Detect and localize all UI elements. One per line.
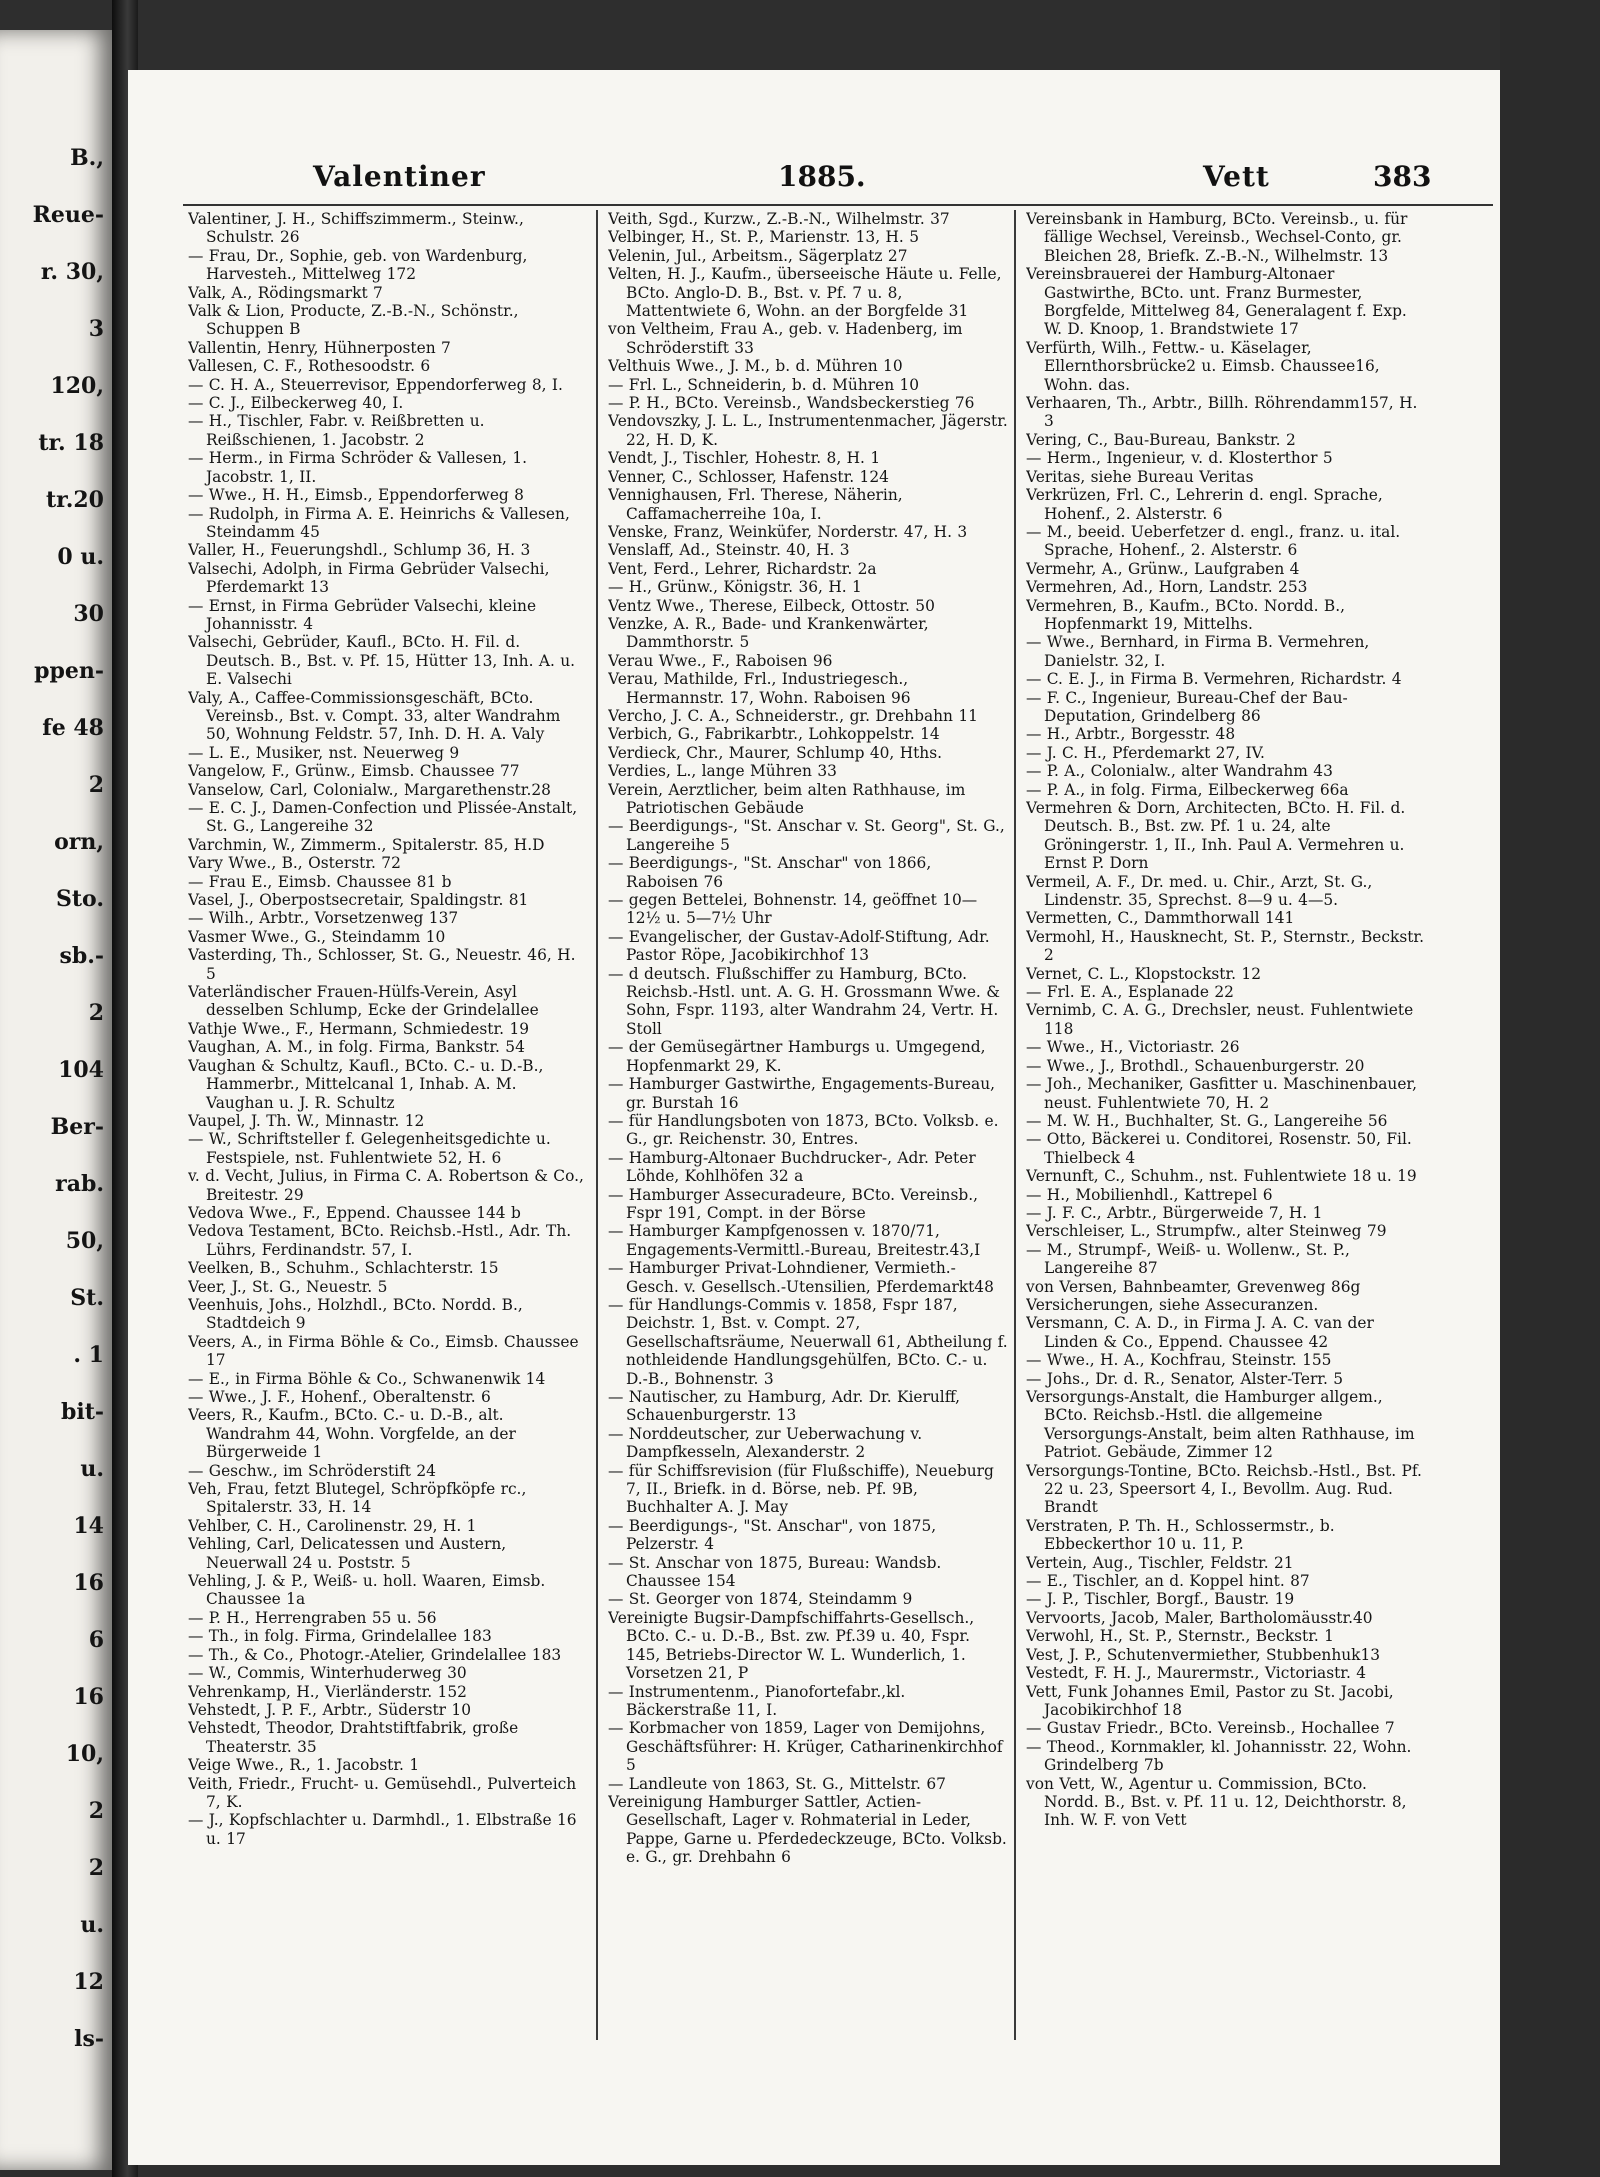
directory-entry: — J. F. C., Arbtr., Bürgerweide 7, H. 1 [1026,1203,1323,1222]
directory-entry: — C. E. J., in Firma B. Vermehren, Richardstr. 4 [1026,670,1402,689]
directory-entry: — der Gemüsegärtner Hamburgs u. Umgegend, Hopfenmarkt 29, K. [608,1038,986,1075]
directory-entry: — P. A., in folg. Firma, Eilbeckerweg 66a [1026,780,1349,799]
page-header [128,160,1500,204]
directory-entry: Veh, Frau, fetzt Blutegel, Schröpfköpfe rc., Spitalerstr. 33, H. 14 [188,1480,527,1517]
directory-entry: — gegen Bettelei, Bohnenstr. 14, geöffnet 10—12½ u. 5—7½ Uhr [608,891,978,928]
page-number: 383 [1373,160,1432,193]
directory-entry: — Otto, Bäckerei u. Conditorei, Rosenstr. 50, Fil. Thielbeck 4 [1026,1130,1412,1167]
header-first-name: Valentiner [313,160,486,193]
directory-entry: v. d. Vecht, Julius, in Firma C. A. Robertson & Co., Breitestr. 29 [188,1167,584,1204]
directory-entry: Venner, C., Schlosser, Hafenstr. 124 [608,467,889,486]
directory-column-1 [188,210,588,2040]
directory-entry: von Versen, Bahnbeamter, Grevenweg 86g [1026,1277,1361,1296]
facing-page-text: 3 [88,316,104,342]
directory-entry: — Landleute von 1863, St. G., Mittelstr. 67 [608,1774,946,1793]
facing-page-text: ls- [74,2026,104,2052]
directory-entry: — E., Tischler, an d. Koppel hint. 87 [1026,1572,1310,1591]
directory-entry: Vervoorts, Jacob, Maler, Bartholomäusstr.40 [1026,1608,1373,1627]
facing-page-text: B., [70,145,104,171]
directory-entry: Velthuis Wwe., J. M., b. d. Mühren 10 [608,357,903,376]
directory-entry: Versmann, C. A. D., in Firma J. A. C. van der Linden & Co., Eppend. Chaussee 42 [1026,1314,1374,1351]
directory-entry: Valy, A., Caffee-Commissionsgeschäft, BCto. Vereinsb., Bst. v. Compt. 33, alter Wandrahm 50, Wohnung Feldstr. 57, Inh. D. H. A. Valy [188,688,561,744]
directory-entry: — M., Strumpf-, Weiß- u. Wollenw., St. P., Langereihe 87 [1026,1240,1350,1278]
facing-page-text: 12 [73,1969,104,1995]
header-last-name: Vett [1203,160,1270,193]
directory-entry: Verfürth, Wilh., Fettw.- u. Käselager, Ellernthorsbrücke2 u. Eimsb. Chaussee16, Wohn. das. [1026,338,1380,394]
directory-entry: Vehling, Carl, Delicatessen und Austern, Neuerwall 24 u. Poststr. 5 [188,1535,507,1572]
directory-entry: Vent, Ferd., Lehrer, Richardstr. 2a [608,559,877,578]
directory-entry: Versorgungs-Tontine, BCto. Reichsb.-Hstl., Bst. Pf. 22 u. 23, Speersort 4, I., Bevollm. Aug. Rud. Brandt [1026,1461,1422,1517]
facing-page-text: ppen- [34,658,104,684]
directory-entry: Vermohl, H., Hausknecht, St. P., Sternstr., Beckstr. 2 [1026,927,1424,965]
directory-entry: Vest, J. P., Schutenvermiether, Stubbenhuk13 [1026,1645,1381,1664]
directory-entry: — F. C., Ingenieur, Bureau-Chef der Bau-Deputation, Grindelberg 86 [1026,688,1348,725]
directory-column-3 [1026,210,1426,2040]
directory-entry: — Hamburger Kampfgenossen v. 1870/71, Engagements-Vermittl.-Bureau, Breitestr.43,I [608,1222,981,1259]
directory-entry: Vernunft, C., Schuhm., nst. Fuhlentwiete 18 u. 19 [1026,1167,1417,1186]
directory-entry: — Beerdigungs-, "St. Anschar" von 1866, Raboisen 76 [608,854,932,891]
facing-page-text: bit- [60,1399,104,1425]
directory-entry: — P. A., Colonialw., alter Wandrahm 43 [1026,762,1333,781]
directory-entry: — Wilh., Arbtr., Vorsetzenweg 137 [188,909,459,928]
directory-entry: — J. P., Tischler, Borgf., Baustr. 19 [1026,1590,1295,1609]
directory-entry: — Rudolph, in Firma A. E. Heinrichs & Vallesen, Steindamm 45 [188,504,570,541]
directory-entry: Veers, A., in Firma Böhle & Co., Eimsb. Chaussee 17 [188,1332,579,1370]
directory-entry: Valk, A., Rödingsmarkt 7 [188,283,383,302]
header-rule [183,204,1493,206]
directory-entry: Vehrenkamp, H., Vierländerstr. 152 [188,1682,467,1701]
facing-page-text: 104 [58,1057,104,1083]
directory-entry: — Geschw., im Schröderstift 24 [188,1461,436,1480]
facing-page-text: 2 [88,1798,104,1824]
directory-page [128,70,1500,2165]
directory-entry: Valk & Lion, Producte, Z.-B.-N., Schönstr., Schuppen B [188,302,519,339]
directory-entry: Verhaaren, Th., Arbtr., Billh. Röhrendamm157, H. 3 [1026,394,1418,431]
facing-page-text: 0 u. [57,544,104,570]
directory-entry: Vereinsbank in Hamburg, BCto. Vereinsb., u. für fällige Wechsel, Vereinsb., Wechsel-Conto, gr. Bleichen 28, Briefk. Z.-B.-N., Wilhelmstr. 13 [1026,210,1408,265]
directory-entry: — Instrumentenm., Pianofortefabr.,kl. Bäckerstraße 11, I. [608,1682,906,1719]
directory-entry: Vereinigte Bugsir-Dampfschiffahrts-Gesellsch., BCto. C.- u. D.-B., Bst. zw. Pf.39 u. 40, Fspr. 145, Betriebs-Director W. L. Wunderlich, 1. Vorsetzen 21, P [608,1608,975,1683]
directory-entry: — Th., in folg. Firma, Grindelallee 183 [188,1627,492,1646]
directory-entry: — St. Anschar von 1875, Bureau: Wandsb. Chaussee 154 [608,1553,942,1591]
facing-page-text: 16 [73,1684,104,1710]
facing-page-text: tr.20 [45,487,104,513]
directory-entry: Vanselow, Carl, Colonialw., Margarethenstr.28 [188,780,551,799]
directory-entry: Verwohl, H., St. P., Sternstr., Beckstr. 1 [1026,1627,1334,1646]
directory-entry: — H., Mobilienhdl., Kattrepel 6 [1026,1185,1273,1204]
directory-entry: Vermehren, B., Kaufm., BCto. Nordd. B., Hopfenmarkt 19, Mittelhs. [1026,596,1345,633]
directory-entry: Vermetten, C., Dammthorwall 141 [1026,909,1295,928]
directory-entry: Vasterding, Th., Schlosser, St. G., Neuestr. 46, H. 5 [188,946,576,983]
directory-column-2 [608,210,1008,2040]
directory-entry: — C. J., Eilbeckerweg 40, I. [188,394,404,413]
directory-entry: — H., Grünw., Königstr. 36, H. 1 [608,578,862,597]
directory-entry: — Evangelischer, der Gustav-Adolf-Stiftung, Adr. Pastor Röpe, Jacobikirchhof 13 [608,927,990,965]
directory-entry: Vallentin, Henry, Hühnerposten 7 [188,338,451,357]
facing-page-text: 16 [73,1570,104,1596]
background-edge [1500,0,1600,2177]
directory-entry: Vehling, J. & P., Weiß- u. holl. Waaren, Eimsb. Chaussee 1a [188,1572,546,1609]
directory-entry: — Frau E., Eimsb. Chaussee 81 b [188,872,452,891]
directory-entry: Verau, Mathilde, Frl., Industriegesch., Hermannstr. 17, Wohn. Raboisen 96 [608,670,911,707]
directory-entry: — Hamburger Privat-Lohndiener, Vermieth.-Gesch. v. Gesellsch.-Utensilien, Pferdemarkt48 [608,1259,994,1296]
directory-entry: Vering, C., Bau-Bureau, Bankstr. 2 [1026,430,1296,449]
directory-entry: — Nautischer, zu Hamburg, Adr. Dr. Kierulff, Schauenburgerstr. 13 [608,1388,960,1425]
directory-entry: Velbinger, H., St. P., Marienstr. 13, H. 5 [608,228,919,247]
directory-entry: Veritas, siehe Bureau Veritas [1026,467,1254,486]
directory-entry: — Hamburger Gastwirthe, Engagements-Bureau, gr. Burstah 16 [608,1075,996,1112]
directory-entry: Versicherungen, siehe Assecuranzen. [1026,1295,1319,1314]
directory-entry: — M., beeid. Ueberfetzer d. engl., franz. u. ital. Sprache, Hohenf., 2. Alsterstr. 6 [1026,522,1401,560]
directory-entry: Venske, Franz, Weinküfer, Norderstr. 47, H. 3 [608,522,968,541]
directory-entry: Venzke, A. R., Bade- und Krankenwärter, Dammthorstr. 5 [608,614,929,652]
facing-page-text: 30 [73,601,104,627]
facing-page-text: r. 30, [40,259,104,285]
directory-entry: Valler, H., Feuerungshdl., Schlump 36, H. 3 [188,541,531,560]
directory-entry: — Frl. E. A., Esplanade 22 [1026,983,1234,1002]
directory-entry: — J., Kopfschlachter u. Darmhdl., 1. Elbstraße 16 u. 17 [188,1811,577,1848]
directory-entry: Vernimb, C. A. G., Drechsler, neust. Fuhlentwiete 118 [1026,1001,1414,1038]
directory-entry: Vasmer Wwe., G., Steindamm 10 [188,927,446,946]
facing-page-text: 2 [88,772,104,798]
header-year: 1885. [778,160,866,193]
directory-entry: Valentiner, J. H., Schiffszimmerm., Steinw., Schulstr. 26 [188,210,524,247]
directory-entry: — Wwe., J. F., Hohenf., Oberaltenstr. 6 [188,1388,491,1406]
directory-entry: Veenhuis, Johs., Holzhdl., BCto. Nordd. B., Stadtdeich 9 [188,1295,523,1333]
directory-entry: Vermeil, A. F., Dr. med. u. Chir., Arzt, St. G., Lindenstr. 35, Sprechst. 8—9 u. 4—5. [1026,872,1373,910]
directory-entry: Valsechi, Adolph, in Firma Gebrüder Valsechi, Pferdemarkt 13 [188,559,550,597]
directory-entry: Vermehr, A., Grünw., Laufgraben 4 [1026,559,1300,578]
directory-entry: — Joh., Mechaniker, Gasfitter u. Maschinenbauer, neust. Fuhlentwiete 70, H. 2 [1026,1075,1417,1112]
directory-entry: — Wwe., H. A., Kochfrau, Steinstr. 155 [1026,1351,1332,1370]
facing-page-text: Reue- [32,202,104,228]
directory-entry: Vallesen, C. F., Rothesoodstr. 6 [188,357,431,376]
directory-entry: — Theod., Kornmakler, kl. Johannisstr. 22, Wohn. Grindelberg 7b [1026,1737,1412,1775]
directory-entry: Vehstedt, Theodor, Drahtstiftfabrik, große Theaterstr. 35 [188,1719,519,1756]
directory-entry: — Herm., Ingenieur, v. d. Klosterthor 5 [1026,449,1333,468]
directory-entry: Vett, Funk Johannes Emil, Pastor zu St. Jacobi, Jacobikirchhof 18 [1026,1682,1394,1719]
directory-entry: Verdieck, Chr., Maurer, Schlump 40, Hths. [608,743,942,762]
directory-entry: Vermehren, Ad., Horn, Landstr. 253 [1026,578,1308,597]
directory-entry: Varchmin, W., Zimmerm., Spitalerstr. 85, H.D [188,835,545,854]
facing-page-text: orn, [54,829,104,855]
directory-entry: — für Handlungs-Commis v. 1858, Fspr 187, Deichstr. 1, Bst. v. Compt. 27, Gesellschaftsräume, Neuerwall 61, Abtheilung f. nothleidende Handlungsgehülfen, BCto. C.- u. D.-B., Bohnenstr. 3 [608,1295,1008,1388]
facing-page-text: Ber- [50,1114,104,1140]
directory-entry: — Herm., in Firma Schröder & Vallesen, 1. Jacobstr. 1, II. [188,449,528,486]
directory-entry: — Wwe., H., Victoriastr. 26 [1026,1038,1240,1057]
directory-entry: — H., Arbtr., Borgesstr. 48 [1026,725,1236,744]
directory-entry: — Ernst, in Firma Gebrüder Valsechi, kleine Johannisstr. 4 [188,596,537,633]
directory-entry: Vennighausen, Frl. Therese, Näherin, Caffamacherreihe 10a, I. [608,486,903,523]
directory-entry: Vaughan & Schultz, Kaufl., BCto. C.- u. D.-B., Hammerbr., Mittelcanal 1, Inhab. A. M. Vaughan u. J. R. Schultz [188,1056,544,1112]
directory-entry: — W., Schriftsteller f. Gelegenheitsgedichte u. Festspiele, nst. Fuhlentwiete 52, H. 6 [188,1130,551,1167]
facing-page-text: fe 48 [42,715,104,741]
directory-entry: Verbich, G., Fabrikarbtr., Lohkoppelstr. 14 [608,725,940,744]
directory-entry: Vereinigung Hamburger Sattler, Actien-Gesellschaft, Lager v. Rohmaterial in Leder, Pappe, Garne u. Pferdedeckzeuge, BCto. Volksb. e. G., gr. Drehbahn 6 [608,1792,1007,1867]
directory-entry: Vedova Testament, BCto. Reichsb.-Hstl., Adr. Th. Lührs, Ferdinandstr. 57, I. [188,1222,572,1259]
directory-entry: Vedova Wwe., F., Eppend. Chaussee 144 b [188,1203,521,1222]
directory-entry: Velenin, Jul., Arbeitsm., Sägerplatz 27 [608,246,908,265]
directory-entry: Valsechi, Gebrüder, Kaufl., BCto. H. Fil. d. Deutsch. B., Bst. v. Pf. 15, Hütter 13, Inh. A. u. E. Valsechi [188,633,576,689]
directory-entry: von Veltheim, Frau A., geb. v. Hadenberg, im Schröderstift 33 [608,320,963,357]
directory-entry: Venslaff, Ad., Steinstr. 40, H. 3 [608,541,850,560]
directory-entry: — Norddeutscher, zur Ueberwachung v. Dampfkesseln, Alexanderstr. 2 [608,1424,923,1462]
directory-entry: Vehlber, C. H., Carolinenstr. 29, H. 1 [188,1516,477,1535]
directory-entry: — Hamburg-Altonaer Buchdrucker-, Adr. Peter Löhde, Kohlhöfen 32 a [608,1148,976,1186]
facing-page-text: rab. [55,1171,104,1197]
directory-entry: — L. E., Musiker, nst. Neuerweg 9 [188,743,460,762]
facing-page-text: tr. 18 [38,430,104,456]
directory-entry: — Wwe., Bernhard, in Firma B. Vermehren, Danielstr. 32, I. [1026,633,1370,670]
directory-entry: Veith, Sgd., Kurzw., Z.-B.-N., Wilhelmstr. 37 [608,210,950,228]
directory-entry: — C. H. A., Steuerrevisor, Eppendorferweg 8, I. [188,375,563,394]
directory-entry: Verkrüzen, Frl. C., Lehrerin d. engl. Sprache, Hohenf., 2. Alsterstr. 6 [1026,486,1383,523]
directory-entry: — für Handlungsboten von 1873, BCto. Volksb. e. G., gr. Reichenstr. 30, Entres. [608,1111,999,1149]
facing-page-text: 6 [88,1627,104,1653]
directory-entry: Verstraten, P. Th. H., Schlossermstr., b. Ebbeckerthor 10 u. 11, P. [1026,1516,1335,1554]
directory-entry: — E., in Firma Böhle & Co., Schwanenwik 14 [188,1369,546,1388]
directory-entry: Vaupel, J. Th. W., Minnastr. 12 [188,1111,425,1130]
directory-entry: Verdies, L., lange Mühren 33 [608,762,837,781]
directory-entry: — P. H., BCto. Vereinsb., Wandsbeckerstieg 76 [608,394,975,413]
directory-entry: Vaughan, A. M., in folg. Firma, Bankstr. 54 [188,1038,525,1057]
directory-entry: — P. H., Herrengraben 55 u. 56 [188,1608,437,1627]
directory-entry: Vaterländischer Frauen-Hülfs-Verein, Asyl desselben Schlump, Ecke der Grindelallee [188,983,539,1020]
directory-entry: — Frl. L., Schneiderin, b. d. Mühren 10 [608,375,920,394]
directory-entry: — Beerdigungs-, "St. Anschar v. St. Georg", St. G., Langereihe 5 [608,817,1005,854]
directory-entry: — Wwe., H. H., Eimsb., Eppendorferweg 8 [188,486,524,505]
facing-page-text: 2 [88,1000,104,1026]
directory-entry: Ventz Wwe., Therese, Eilbeck, Ottostr. 50 [608,596,935,615]
directory-entry: Vendt, J., Tischler, Hohestr. 8, H. 1 [608,449,881,468]
facing-page-text: sb.- [59,943,104,969]
facing-page-text: u. [80,1912,104,1938]
facing-page-text: 14 [73,1513,104,1539]
directory-entry: Vehstedt, J. P. F., Arbtr., Süderstr 10 [188,1700,472,1719]
directory-entry: — Th., & Co., Photogr.-Atelier, Grindelallee 183 [188,1645,562,1664]
directory-entry: — Hamburger Assecuradeure, BCto. Vereinsb., Fspr 191, Compt. in der Börse [608,1185,978,1222]
directory-entry: Vereinsbrauerei der Hamburg-Altonaer Gastwirthe, BCto. unt. Franz Burmester, Borgfelde, Mittelweg 84, Generalagent f. Exp. W. D. Knoop, 1. Brandstwiete 17 [1026,265,1407,339]
facing-page-text: Sto. [56,886,104,912]
directory-entry: — Frau, Dr., Sophie, geb. von Wardenburg, Harvesteh., Mittelweg 172 [188,246,528,284]
column-divider [596,210,598,2040]
directory-entry: — für Schiffsrevision (für Flußschiffe), Neueburg 7, II., Briefk. in d. Börse, neb. Pf. 9B, Buchhalter A. J. May [608,1461,994,1517]
facing-page-text: 50, [65,1228,104,1254]
directory-entry: Vangelow, F., Grünw., Eimsb. Chaussee 77 [188,762,520,781]
directory-entry: Veers, R., Kaufm., BCto. C.- u. D.-B., alt. Wandrahm 44, Wohn. Vorgfelde, an der Bürgerweide 1 [188,1406,516,1462]
facing-page-text: u. [80,1456,104,1482]
directory-entry: Vertein, Aug., Tischler, Feldstr. 21 [1026,1553,1294,1572]
facing-page-fragment [0,30,118,2170]
directory-entry: Veer, J., St. G., Neuestr. 5 [188,1277,388,1296]
directory-entry: Verau Wwe., F., Raboisen 96 [608,651,833,670]
directory-entry: Vathje Wwe., F., Hermann, Schmiedestr. 19 [188,1019,530,1038]
directory-entry: — St. Georger von 1874, Steindamm 9 [608,1590,913,1609]
directory-entry: Verschleiser, L., Strumpfw., alter Steinweg 79 [1026,1222,1387,1241]
facing-page-text: . 1 [73,1342,104,1368]
directory-entry: von Vett, W., Agentur u. Commission, BCto. Nordd. B., Bst. v. Pf. 11 u. 12, Deichthorstr. 8, Inh. W. F. von Vett [1026,1774,1407,1830]
directory-entry: Veith, Friedr., Frucht- u. Gemüsehdl., Pulverteich 7, K. [188,1774,577,1811]
directory-entry: Vestedt, F. H. J., Maurermstr., Victoriastr. 4 [1026,1664,1367,1683]
directory-entry: — M. W. H., Buchhalter, St. G., Langereihe 56 [1026,1111,1388,1130]
directory-entry: Vendovszky, J. L. L., Instrumentenmacher, Jägerstr. 22, H. D, K. [608,412,1008,449]
directory-entry: — H., Tischler, Fabr. v. Reißbretten u. Reißschienen, 1. Jacobstr. 2 [188,412,485,449]
directory-entry: Veelken, B., Schuhm., Schlachterstr. 15 [188,1259,499,1278]
directory-entry: Vasel, J., Oberpostsecretair, Spaldingstr. 81 [188,891,529,910]
directory-entry: Veige Wwe., R., 1. Jacobstr. 1 [188,1756,420,1775]
facing-page-text: St. [70,1285,104,1311]
directory-entry: — Wwe., J., Brothdl., Schauenburgerstr. 20 [1026,1056,1365,1075]
directory-entry: Versorgungs-Anstalt, die Hamburger allgem., BCto. Reichsb.-Hstl. die allgemeine Versorgungs-Anstalt, beim alten Rathhause, im Patriot. Gebäude, Zimmer 12 [1026,1388,1415,1462]
facing-page-text: 120, [50,373,104,399]
directory-entry: — W., Commis, Winterhuderweg 30 [188,1664,467,1683]
directory-entry: — Gustav Friedr., BCto. Vereinsb., Hochallee 7 [1026,1719,1395,1738]
directory-entry: Vary Wwe., B., Osterstr. 72 [188,854,401,873]
directory-entry: Verein, Aerztlicher, beim alten Rathhause, im Patriotischen Gebäude [608,780,966,817]
directory-entry: — Johs., Dr. d. R., Senator, Alster-Terr. 5 [1026,1369,1344,1388]
directory-entry: — Beerdigungs-, "St. Anschar", von 1875, Pelzerstr. 4 [608,1516,937,1554]
facing-page-text: 2 [88,1855,104,1881]
directory-entry: — d deutsch. Flußschiffer zu Hamburg, BCto. Reichsb.-Hstl. unt. A. G. H. Grossmann Wwe. & Sohn, Fspr. 1193, alter Wandrahm 24, Vertr. H. Stoll [608,964,1000,1038]
directory-entry: Vercho, J. C. A., Schneiderstr., gr. Drehbahn 11 [608,706,978,725]
directory-entry: — Korbmacher von 1859, Lager von Demijohns, Geschäftsführer: H. Krüger, Catharinenkirchhof 5 [608,1719,1003,1775]
directory-entry: — E. C. J., Damen-Confection und Plissée-Anstalt, St. G., Langereihe 32 [188,799,578,836]
column-divider [1014,210,1016,2040]
directory-entry: Velten, H. J., Kaufm., überseeische Häute u. Felle, BCto. Anglo-D. B., Bst. v. Pf. 7 u. 8, Mattentwiete 6, Wohn. an der Borgfelde 31 [608,265,1002,321]
facing-page-text: 10, [65,1741,104,1767]
directory-entry: — J. C. H., Pferdemarkt 27, IV. [1026,743,1265,762]
directory-entry: Vernet, C. L., Klopstockstr. 12 [1026,964,1262,983]
directory-entry: Vermehren & Dorn, Architecten, BCto. H. Fil. d. Deutsch. B., Bst. zw. Pf. 1 u. 24, alte Gröningerstr. 1, II., Inh. Paul A. Vermehren u. Ernst P. Dorn [1026,799,1406,873]
